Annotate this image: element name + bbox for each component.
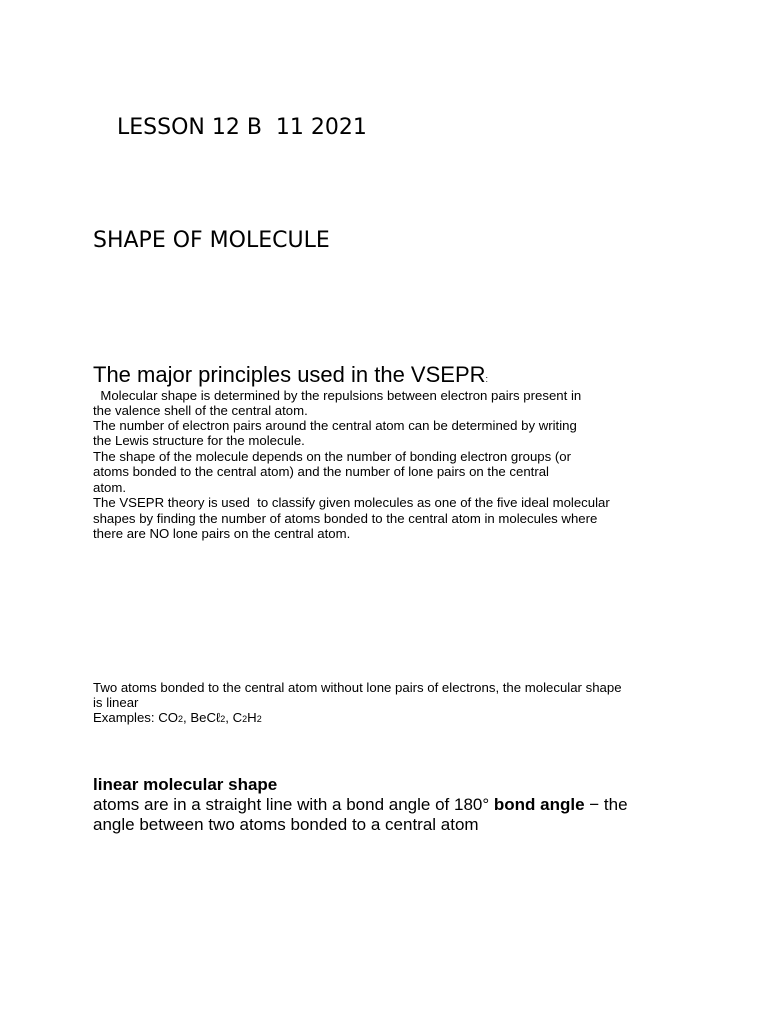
linear-shape-text: atoms are in a straight line with a bond angle of 180° xyxy=(93,795,494,814)
principles-line-5: The shape of the molecule depends on the number of bonding electron groups (or xyxy=(93,449,571,464)
linear-shape-text: − the xyxy=(584,795,628,814)
principles-line-2: the valence shell of the central atom. xyxy=(93,403,308,418)
principles-heading-text: The major principles used in the VSEPR xyxy=(93,362,486,387)
linear-shape-heading: linear molecular shape xyxy=(93,775,278,794)
examples-line xyxy=(93,710,262,727)
principles-heading xyxy=(93,362,488,388)
bond-angle-term: bond angle xyxy=(493,795,585,814)
principles-line-10: there are NO lone pairs on the central atom. xyxy=(93,526,351,541)
examples-text: H xyxy=(247,710,257,725)
linear-shape-line-2: angle between two atoms bonded to a central atom xyxy=(93,815,479,834)
principles-line-8: The VSEPR theory is used to classify given molecules as one of the five ideal molecular xyxy=(93,495,610,510)
examples-text: ℓ xyxy=(216,710,221,725)
examples-text: , C xyxy=(225,710,243,725)
examples-subscript: 2 xyxy=(220,714,226,724)
linear-shape-line-1 xyxy=(93,795,628,815)
examples-subscript: 2 xyxy=(256,714,262,724)
topic-title: SHAPE OF MOLECULE xyxy=(93,228,330,253)
linear-intro-line-2: is linear xyxy=(93,695,139,710)
linear-intro-line-1: Two atoms bonded to the central atom without lone pairs of electrons, the molecular shape xyxy=(93,680,622,695)
principles-heading-colon: : xyxy=(485,374,489,384)
principles-line-1: Molecular shape is determined by the repulsions between electron pairs present in xyxy=(93,388,582,403)
examples-text: Examples: CO xyxy=(93,710,179,725)
principles-line-6: atoms bonded to the central atom) and the number of lone pairs on the central xyxy=(93,464,549,479)
examples-subscript: 2 xyxy=(178,714,184,724)
lesson-title: LESSON 12 B 11 2021 xyxy=(117,115,367,140)
examples-text: , BeC xyxy=(183,710,217,725)
principles-line-7: atom. xyxy=(93,480,126,495)
examples-subscript: 2 xyxy=(242,714,248,724)
principles-line-3: The number of electron pairs around the central atom can be determined by writing xyxy=(93,418,577,433)
principles-line-4: the Lewis structure for the molecule. xyxy=(93,433,305,448)
principles-line-9: shapes by finding the number of atoms bonded to the central atom in molecules where xyxy=(93,511,598,526)
